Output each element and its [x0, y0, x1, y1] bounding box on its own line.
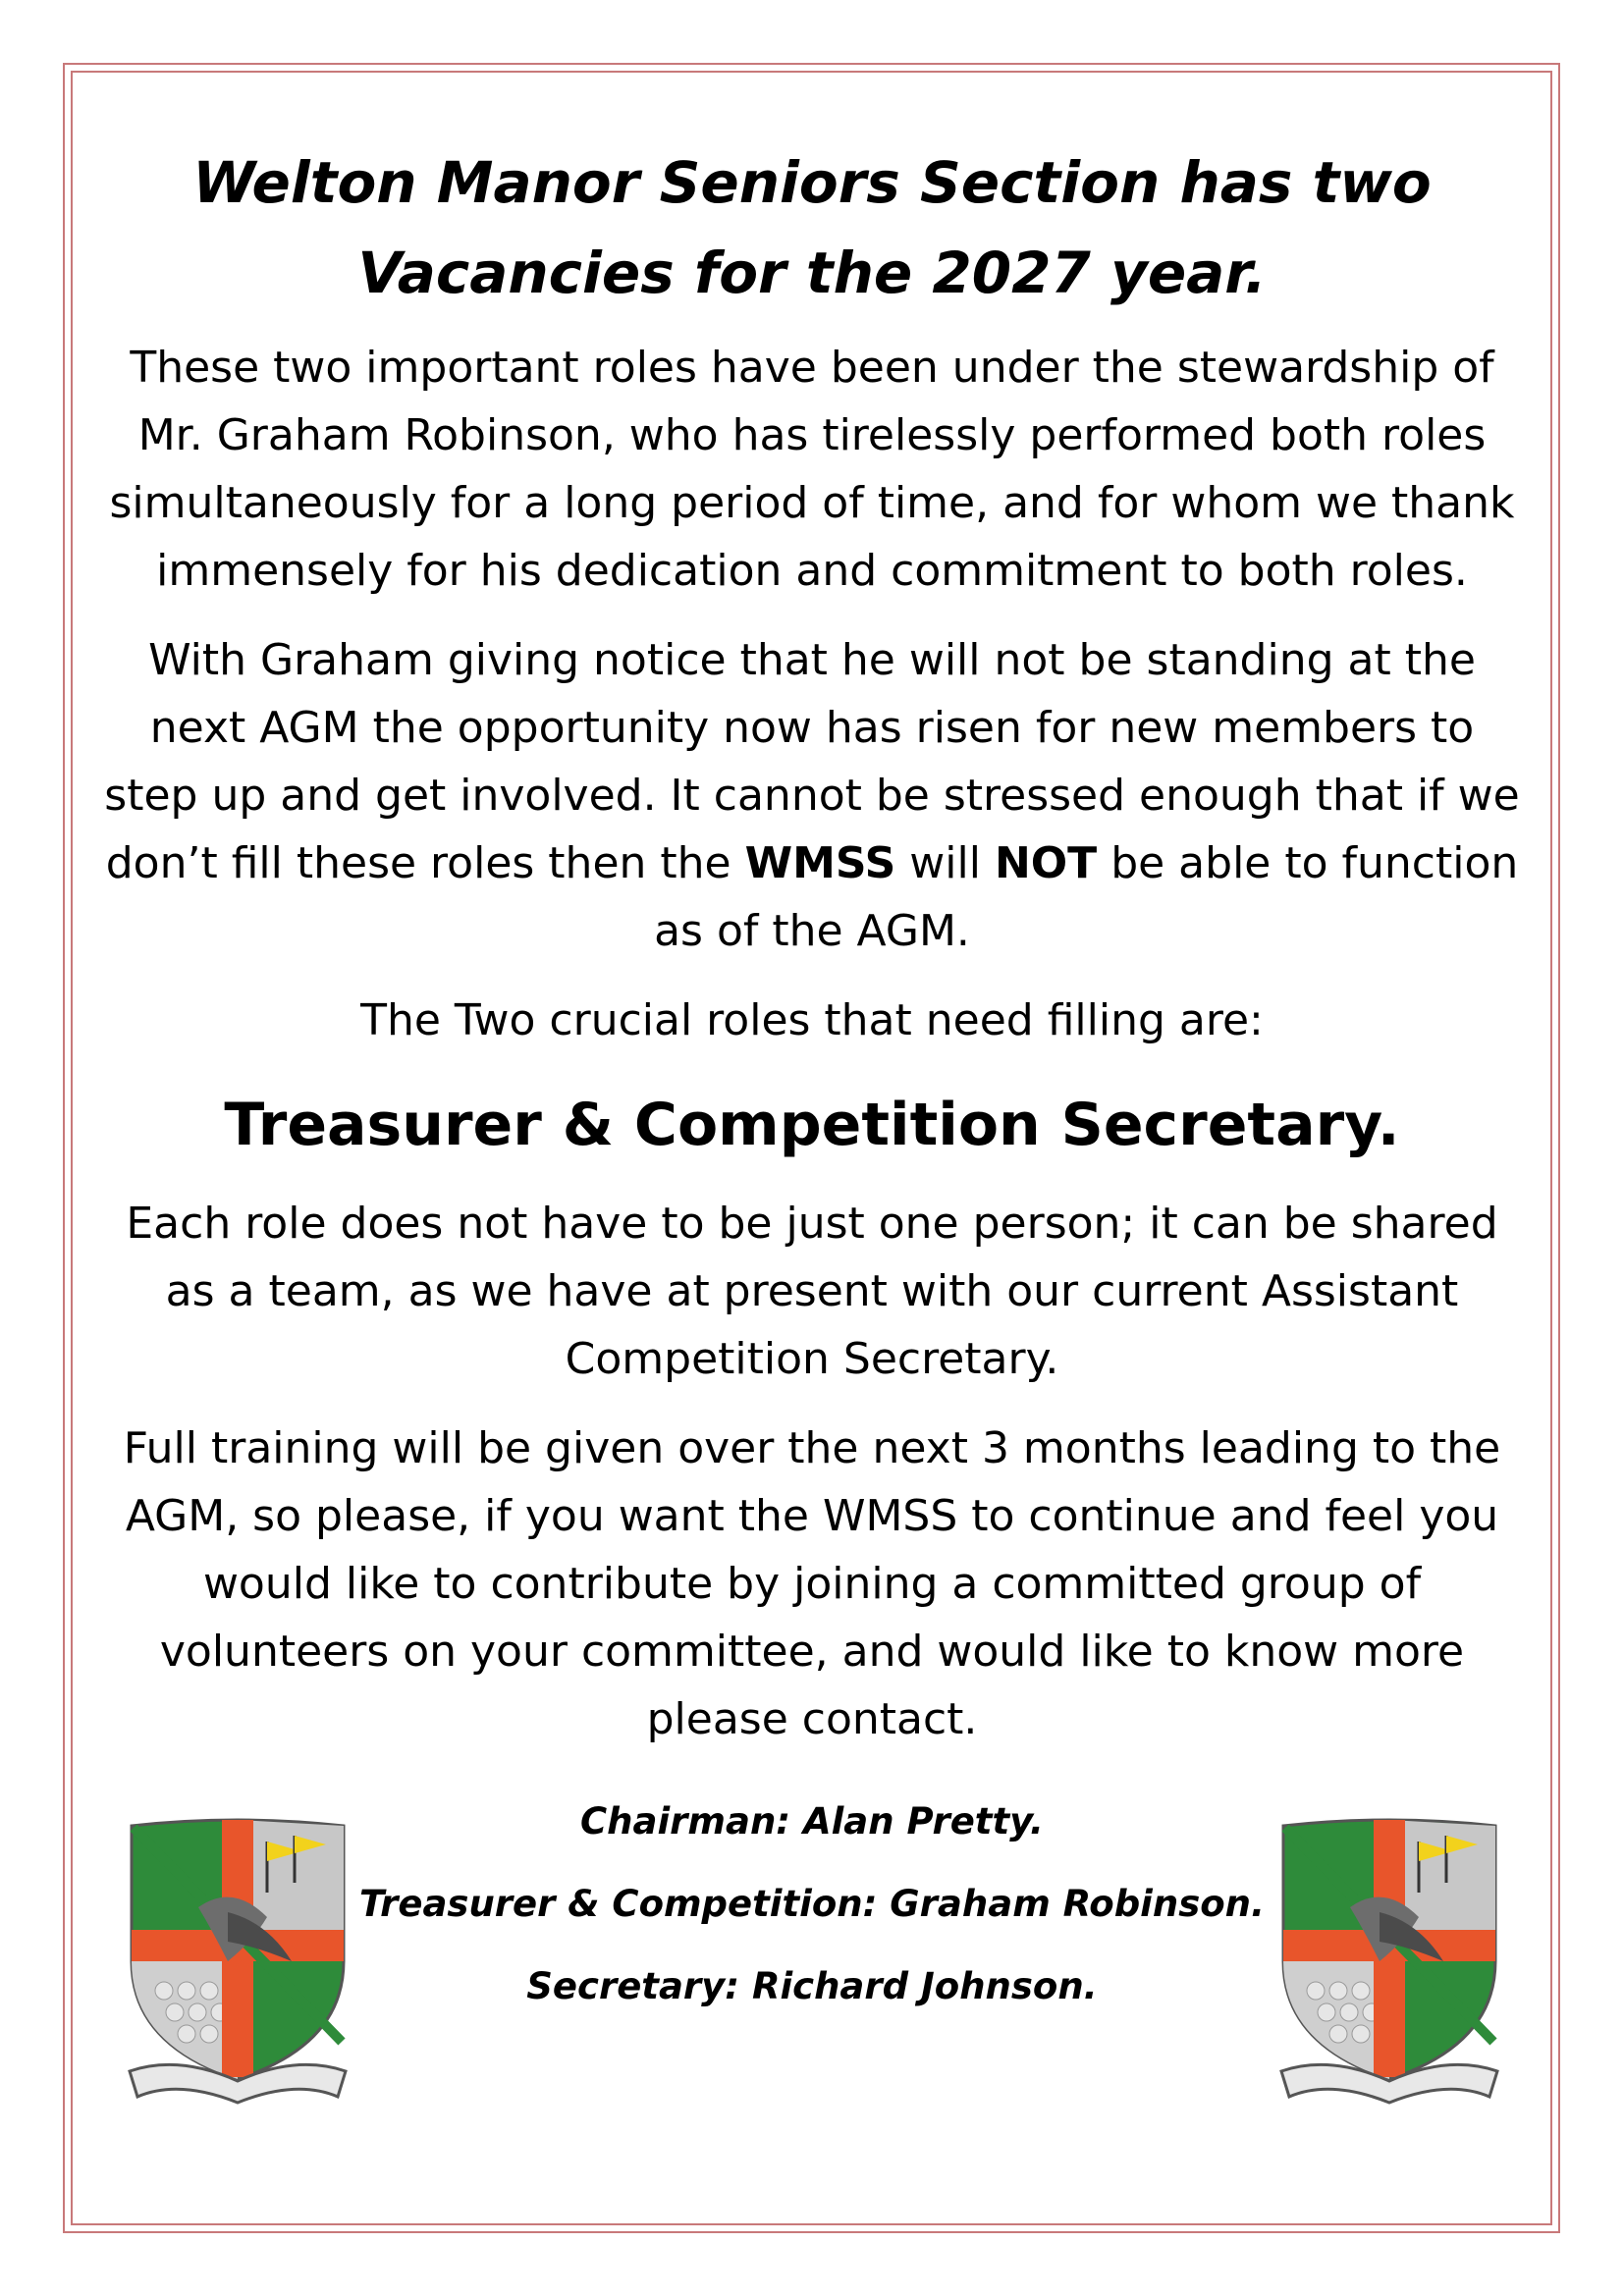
wmss-bold: WMSS [744, 838, 896, 888]
paragraph-notice-text-2: will [895, 838, 995, 888]
paragraph-shared-roles: Each role does not have to be just one person; it can be shared as a team, as we have at present with our current Assistant Competition Secretary. [126, 1199, 1498, 1384]
not-bold: NOT [994, 838, 1098, 888]
notice-content [98, 137, 1526, 2028]
paragraph-stewardship: These two important roles have been under the stewardship of Mr. Graham Robinson, who has tirelessly performed both roles simultaneously for a long period of time, and for whom we thank immensely for his dedication and commitment to both roles. [109, 343, 1515, 596]
notice-heading [98, 137, 1526, 318]
roles-heading: Treasurer & Competition Secretary. [224, 1091, 1400, 1159]
contact-treasurer: Treasurer & Competition: Graham Robinson. [358, 1883, 1266, 1925]
paragraph-notice [98, 626, 1526, 965]
heading-line-2: Vacancies for the 2027 year. [357, 240, 1267, 306]
paragraph-notice-text-3: be able to function as of the AGM. [654, 838, 1519, 956]
contact-chairman: Chairman: Alan Pretty. [580, 1800, 1044, 1842]
paragraph-training: Full training will be given over the next 3 months leading to the AGM, so please, if you want the WMSS to continue and feel you would like to contribute by joining a committed group of volunteers on your committee, and would like to know more please contact. [123, 1423, 1501, 1744]
roles-intro: The Two crucial roles that need filling are: [360, 995, 1264, 1045]
contact-secretary: Secretary: Richard Johnson. [526, 1965, 1098, 2007]
club-crest-icon [1272, 1814, 1507, 2109]
paragraph-notice-text-1: With Graham giving notice that he will not be standing at the next AGM the opportunity now has risen for new members to step up and get involved. It cannot be stressed enough that if we don’t fill these roles then the [104, 635, 1520, 888]
heading-line-1: Welton Manor Seniors Section has two [192, 149, 1432, 216]
club-crest-icon [120, 1814, 355, 2109]
